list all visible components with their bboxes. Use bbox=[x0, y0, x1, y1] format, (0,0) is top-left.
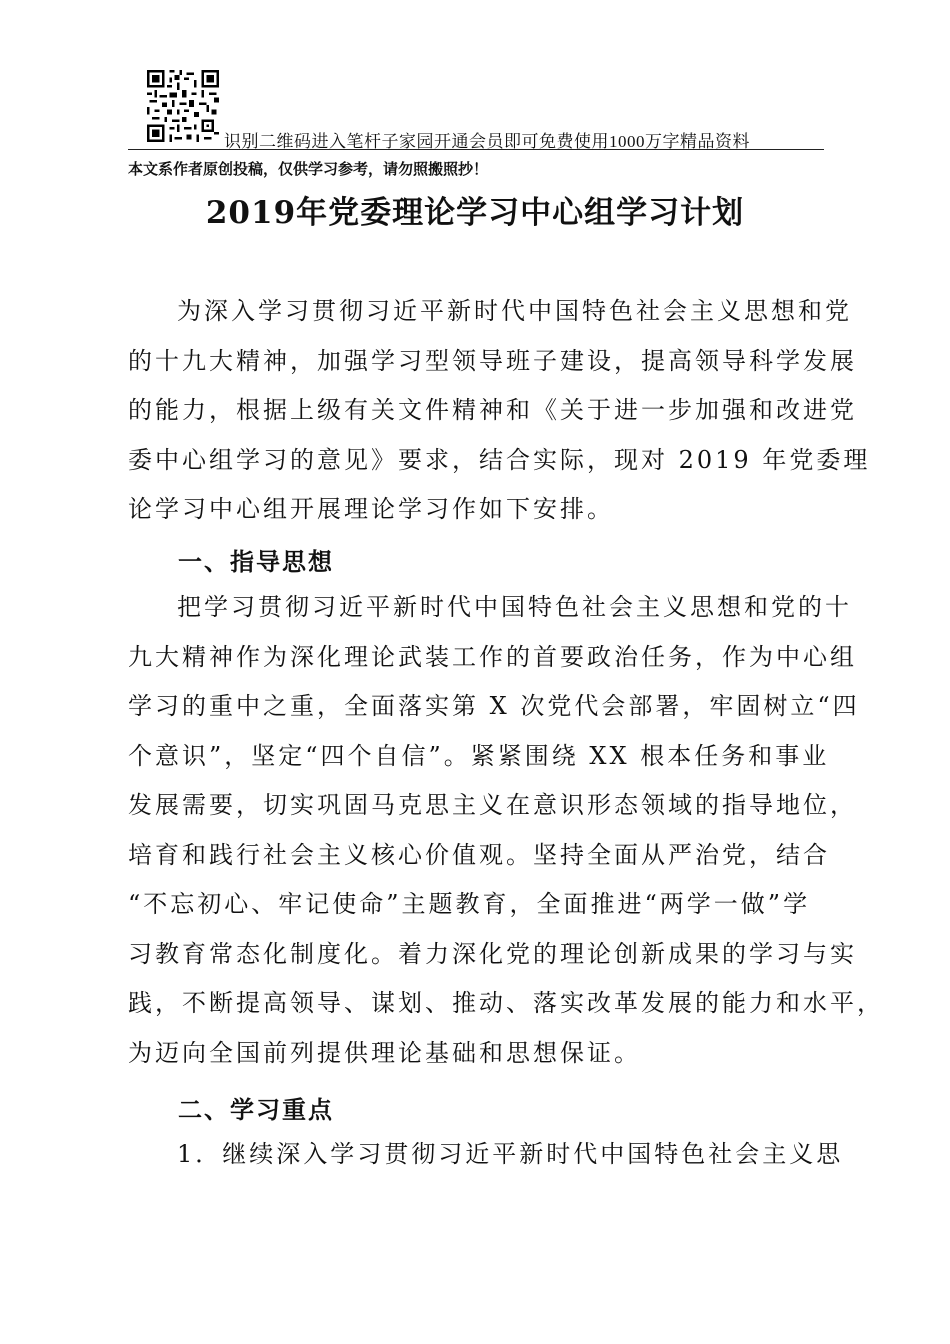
section-heading-guiding-ideology: 一、指导思想 bbox=[178, 548, 334, 576]
text-line: 为深入学习贯彻习近平新时代中国特色社会主义思想和党 bbox=[177, 297, 852, 325]
text-line: 委中心组学习的意见》要求，结合实际，现对 2019 年党委理 bbox=[128, 445, 871, 474]
text-line: 1．继续深入学习贯彻习近平新时代中国特色社会主义思 bbox=[177, 1140, 844, 1168]
text-line: 的十九大精神，加强学习型领导班子建设，提高领导科学发展 bbox=[128, 346, 857, 375]
section-heading-study-focus: 二、学习重点 bbox=[178, 1096, 334, 1124]
study-focus-paragraph bbox=[128, 1130, 844, 1180]
text-line: 个意识”，坚定“四个自信”。紧紧围绕 XX 根本任务和事业 bbox=[128, 741, 830, 770]
guiding-ideology-paragraph bbox=[128, 583, 884, 1078]
document-title: 2019年党委理论学习中心组学习计划 bbox=[205, 195, 745, 231]
text-line: 九大精神作为深化理论武装工作的首要政治任务，作为中心组 bbox=[128, 642, 857, 671]
text-line: 的能力，根据上级有关文件精神和《关于进一步加强和改进党 bbox=[128, 396, 857, 424]
copyright-notice: 本文系作者原创投稿，仅供学习参考，请勿照搬照抄！ bbox=[128, 160, 489, 178]
text-line: “不忘初心、牢记使命”主题教育，全面推进“两学一做”学 bbox=[128, 890, 811, 918]
text-line: 论学习中心组开展理论学习作如下安排。 bbox=[128, 495, 614, 523]
qr-code-icon bbox=[147, 70, 219, 142]
text-line: 践，不断提高领导、谋划、推动、落实改革发展的能力和水平， bbox=[128, 989, 884, 1017]
text-line: 发展需要，切实巩固马克思主义在意识形态领域的指导地位， bbox=[128, 791, 857, 819]
intro-paragraph bbox=[128, 287, 871, 535]
header-promo-text: 识别二维码进入笔杆子家园开通会员即可免费使用1000万字精品资料 bbox=[224, 132, 750, 151]
text-line: 学习的重中之重，全面落实第 X 次党代会部署，牢固树立“四 bbox=[128, 692, 860, 720]
header-divider bbox=[128, 149, 824, 150]
text-line: 为迈向全国前列提供理论基础和思想保证。 bbox=[128, 1038, 641, 1067]
text-line: 把学习贯彻习近平新时代中国特色社会主义思想和党的十 bbox=[177, 593, 852, 621]
text-line: 习教育常态化制度化。着力深化党的理论创新成果的学习与实 bbox=[128, 939, 857, 968]
text-line: 培育和践行社会主义核心价值观。坚持全面从严治党，结合 bbox=[128, 840, 830, 869]
